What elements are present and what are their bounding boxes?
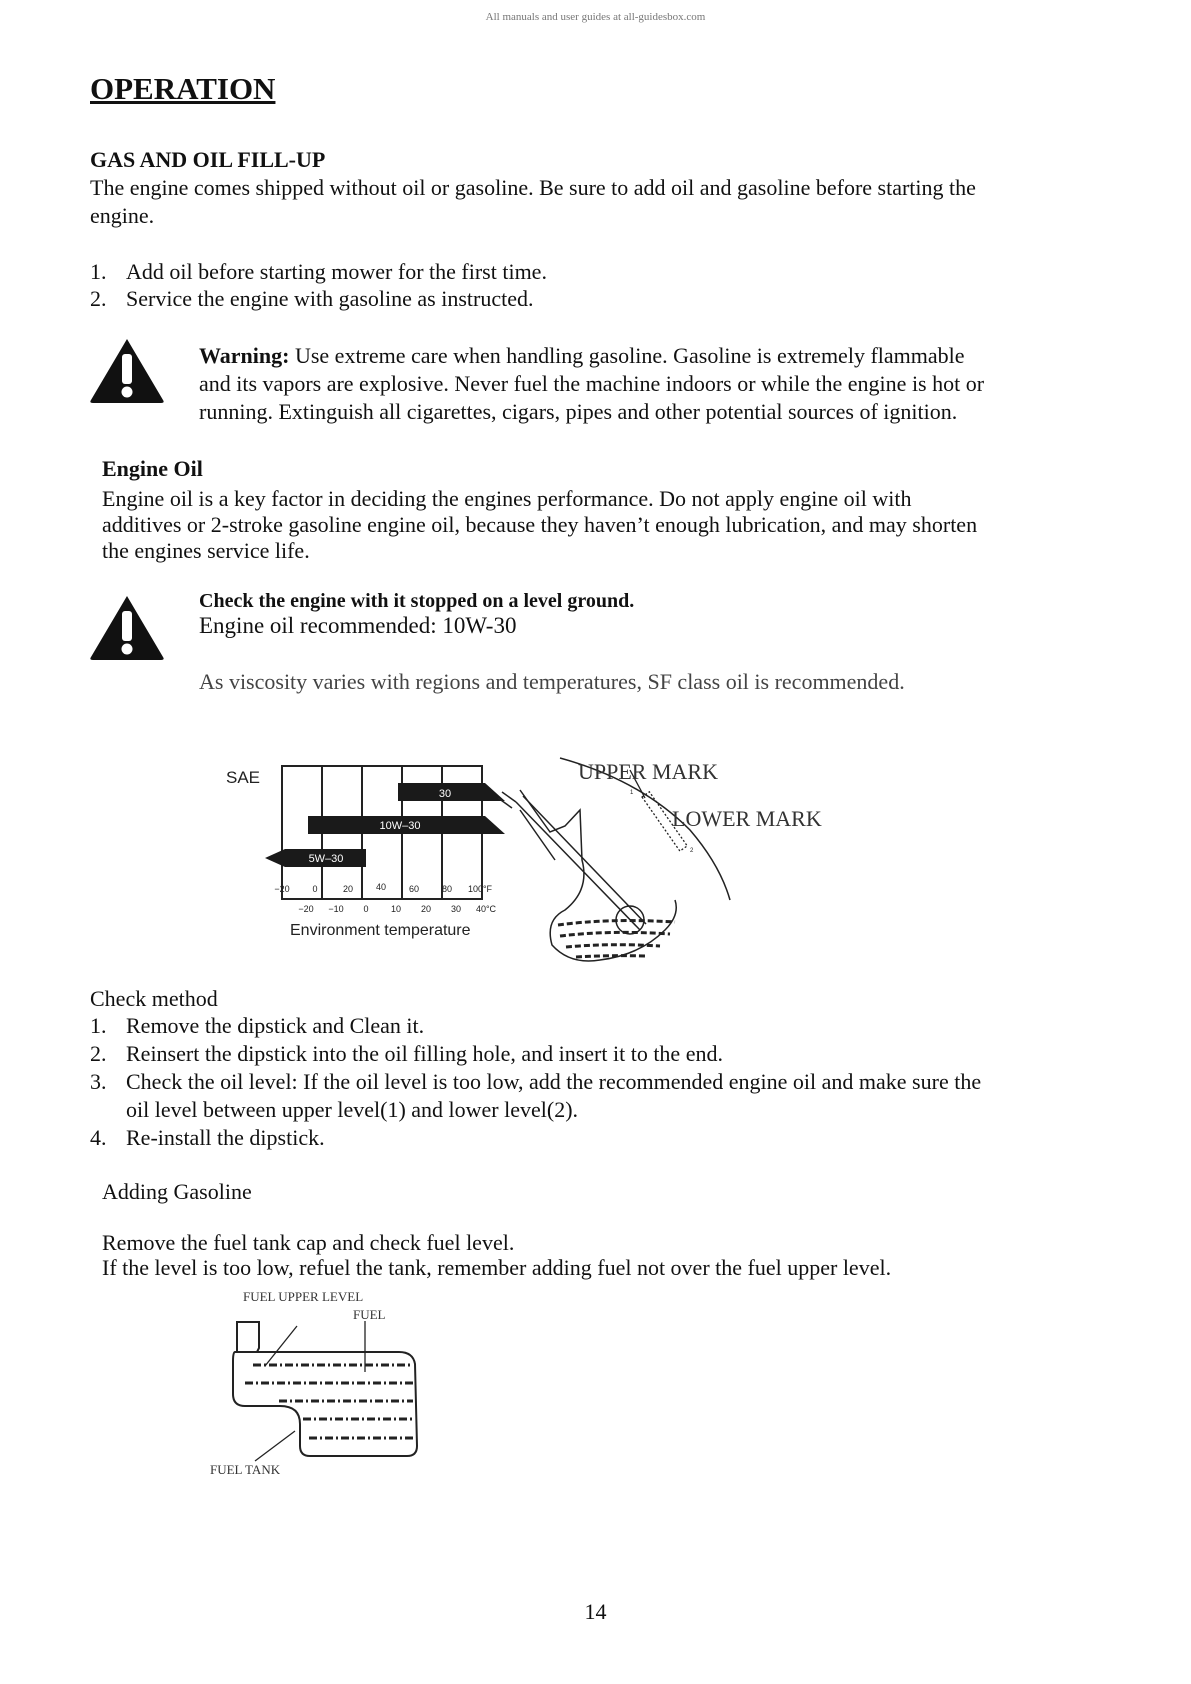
tick-label: 80 — [441, 884, 453, 894]
tick-label: 40°C — [475, 904, 497, 914]
list-text: oil level between upper level(1) and lower level(2). — [126, 1097, 579, 1122]
list-item — [90, 1040, 1080, 1068]
lower-mark-label: LOWER MARK — [672, 806, 822, 831]
gas-oil-intro-line1: The engine comes shipped without oil or gasoline. Be sure to add oil and gasoline before starting the — [90, 175, 976, 200]
list-item — [90, 285, 990, 313]
list-number: 2. — [90, 1041, 107, 1066]
chart-caption: Environment temperature — [290, 922, 471, 939]
viscosity-note: As viscosity varies with regions and temperatures, SF class oil is recommended. — [199, 669, 905, 694]
warning-text: Use extreme care when handling gasoline. Gasoline is extremely flammable — [289, 343, 965, 368]
list-item — [90, 1124, 1080, 1152]
fuel-label: FUEL — [353, 1307, 386, 1322]
fahrenheit-axis — [274, 882, 492, 894]
gasoline-heading: Adding Gasoline — [102, 1179, 252, 1204]
list-text: Service the engine with gasoline as instructed. — [126, 286, 534, 311]
list-item — [90, 258, 990, 286]
gas-oil-heading: GAS AND OIL FILL-UP — [90, 147, 326, 172]
tick-label: 10 — [390, 904, 402, 914]
dipstick-illustration — [498, 758, 730, 961]
sae-label: SAE — [226, 768, 261, 787]
warning-triangle-icon — [89, 336, 165, 404]
gas-oil-intro-line2: engine. — [90, 203, 155, 228]
list-text: Remove the dipstick and Clean it. — [126, 1013, 425, 1038]
list-number: 3. — [90, 1069, 107, 1094]
band-30-label: 30 — [438, 788, 452, 800]
tick-label: 30 — [450, 904, 462, 914]
check-bold-note: Check the engine with it stopped on a level ground. — [199, 590, 635, 612]
band-10w30-label: 10W–30 — [379, 820, 421, 832]
fuel-tank-outline — [233, 1321, 417, 1461]
list-text: Add oil before starting mower for the first time. — [126, 259, 547, 284]
oil-viscosity-figure — [220, 750, 840, 970]
engine-oil-line3: the engines service life. — [102, 538, 310, 563]
fuel-tank-figure — [205, 1286, 445, 1481]
tick-label: 100°F — [467, 884, 493, 894]
tick-label: 40 — [375, 882, 387, 892]
warning-triangle-icon — [89, 593, 165, 661]
upper-mark-label: UPPER MARK — [578, 759, 718, 784]
tick-label: 20 — [420, 904, 432, 914]
list-number: 1. — [90, 259, 107, 284]
mark-number-2: 2 — [690, 848, 694, 854]
tick-label: −20 — [298, 904, 314, 914]
band-5w30-label: 5W–30 — [308, 853, 344, 865]
engine-oil-line2: additives or 2-stroke gasoline engine oil, because they haven’t enough lubrication, and may shorten — [102, 512, 978, 537]
tick-label: 0 — [363, 904, 369, 914]
list-item — [90, 1068, 1080, 1124]
warning-line2: and its vapors are explosive. Never fuel the machine indoors or while the engine is hot or — [199, 371, 985, 396]
list-number: 2. — [90, 286, 107, 311]
list-text: Check the oil level: If the oil level is too low, add the recommended engine oil and make sure the — [126, 1069, 982, 1094]
fuel-upper-level-label: FUEL UPPER LEVEL — [243, 1289, 364, 1304]
tick-label: −20 — [274, 884, 290, 894]
list-number: 4. — [90, 1125, 107, 1150]
engine-oil-heading: Engine Oil — [102, 456, 203, 481]
check-method-heading: Check method — [90, 986, 218, 1011]
list-text: Re-install the dipstick. — [126, 1125, 325, 1150]
gasoline-line2: If the level is too low, refuel the tank, remember adding fuel not over the fuel upper level. — [102, 1255, 892, 1280]
warning-line3: running. Extinguish all cigarettes, cigars, pipes and other potential sources of ignition. — [199, 399, 958, 424]
engine-oil-line1: Engine oil is a key factor in deciding the engines performance. Do not apply engine oil with — [102, 486, 912, 511]
oil-recommended: Engine oil recommended: 10W-30 — [199, 613, 517, 638]
warning-label: Warning: — [199, 343, 290, 368]
warning-line1 — [199, 342, 965, 370]
watermark: All manuals and user guides at all-guidesbox.com — [485, 11, 706, 23]
list-text: Reinsert the dipstick into the oil filling hole, and insert it to the end. — [126, 1041, 723, 1066]
tick-label: 20 — [342, 884, 354, 894]
page-title: OPERATION — [90, 71, 276, 106]
list-number: 1. — [90, 1013, 107, 1038]
tick-label: 60 — [408, 884, 420, 894]
tick-label: 0 — [312, 884, 318, 894]
band-30 — [398, 783, 505, 801]
gasoline-line1: Remove the fuel tank cap and check fuel level. — [102, 1230, 515, 1255]
fuel-tank-label: FUEL TANK — [210, 1462, 281, 1477]
celsius-axis — [298, 904, 496, 914]
fuel-level-dashes — [245, 1365, 413, 1438]
list-item — [90, 1012, 1080, 1040]
tick-label: −10 — [328, 904, 344, 914]
mark-number-1: 1 — [630, 790, 634, 796]
page-number: 14 — [584, 1599, 607, 1624]
